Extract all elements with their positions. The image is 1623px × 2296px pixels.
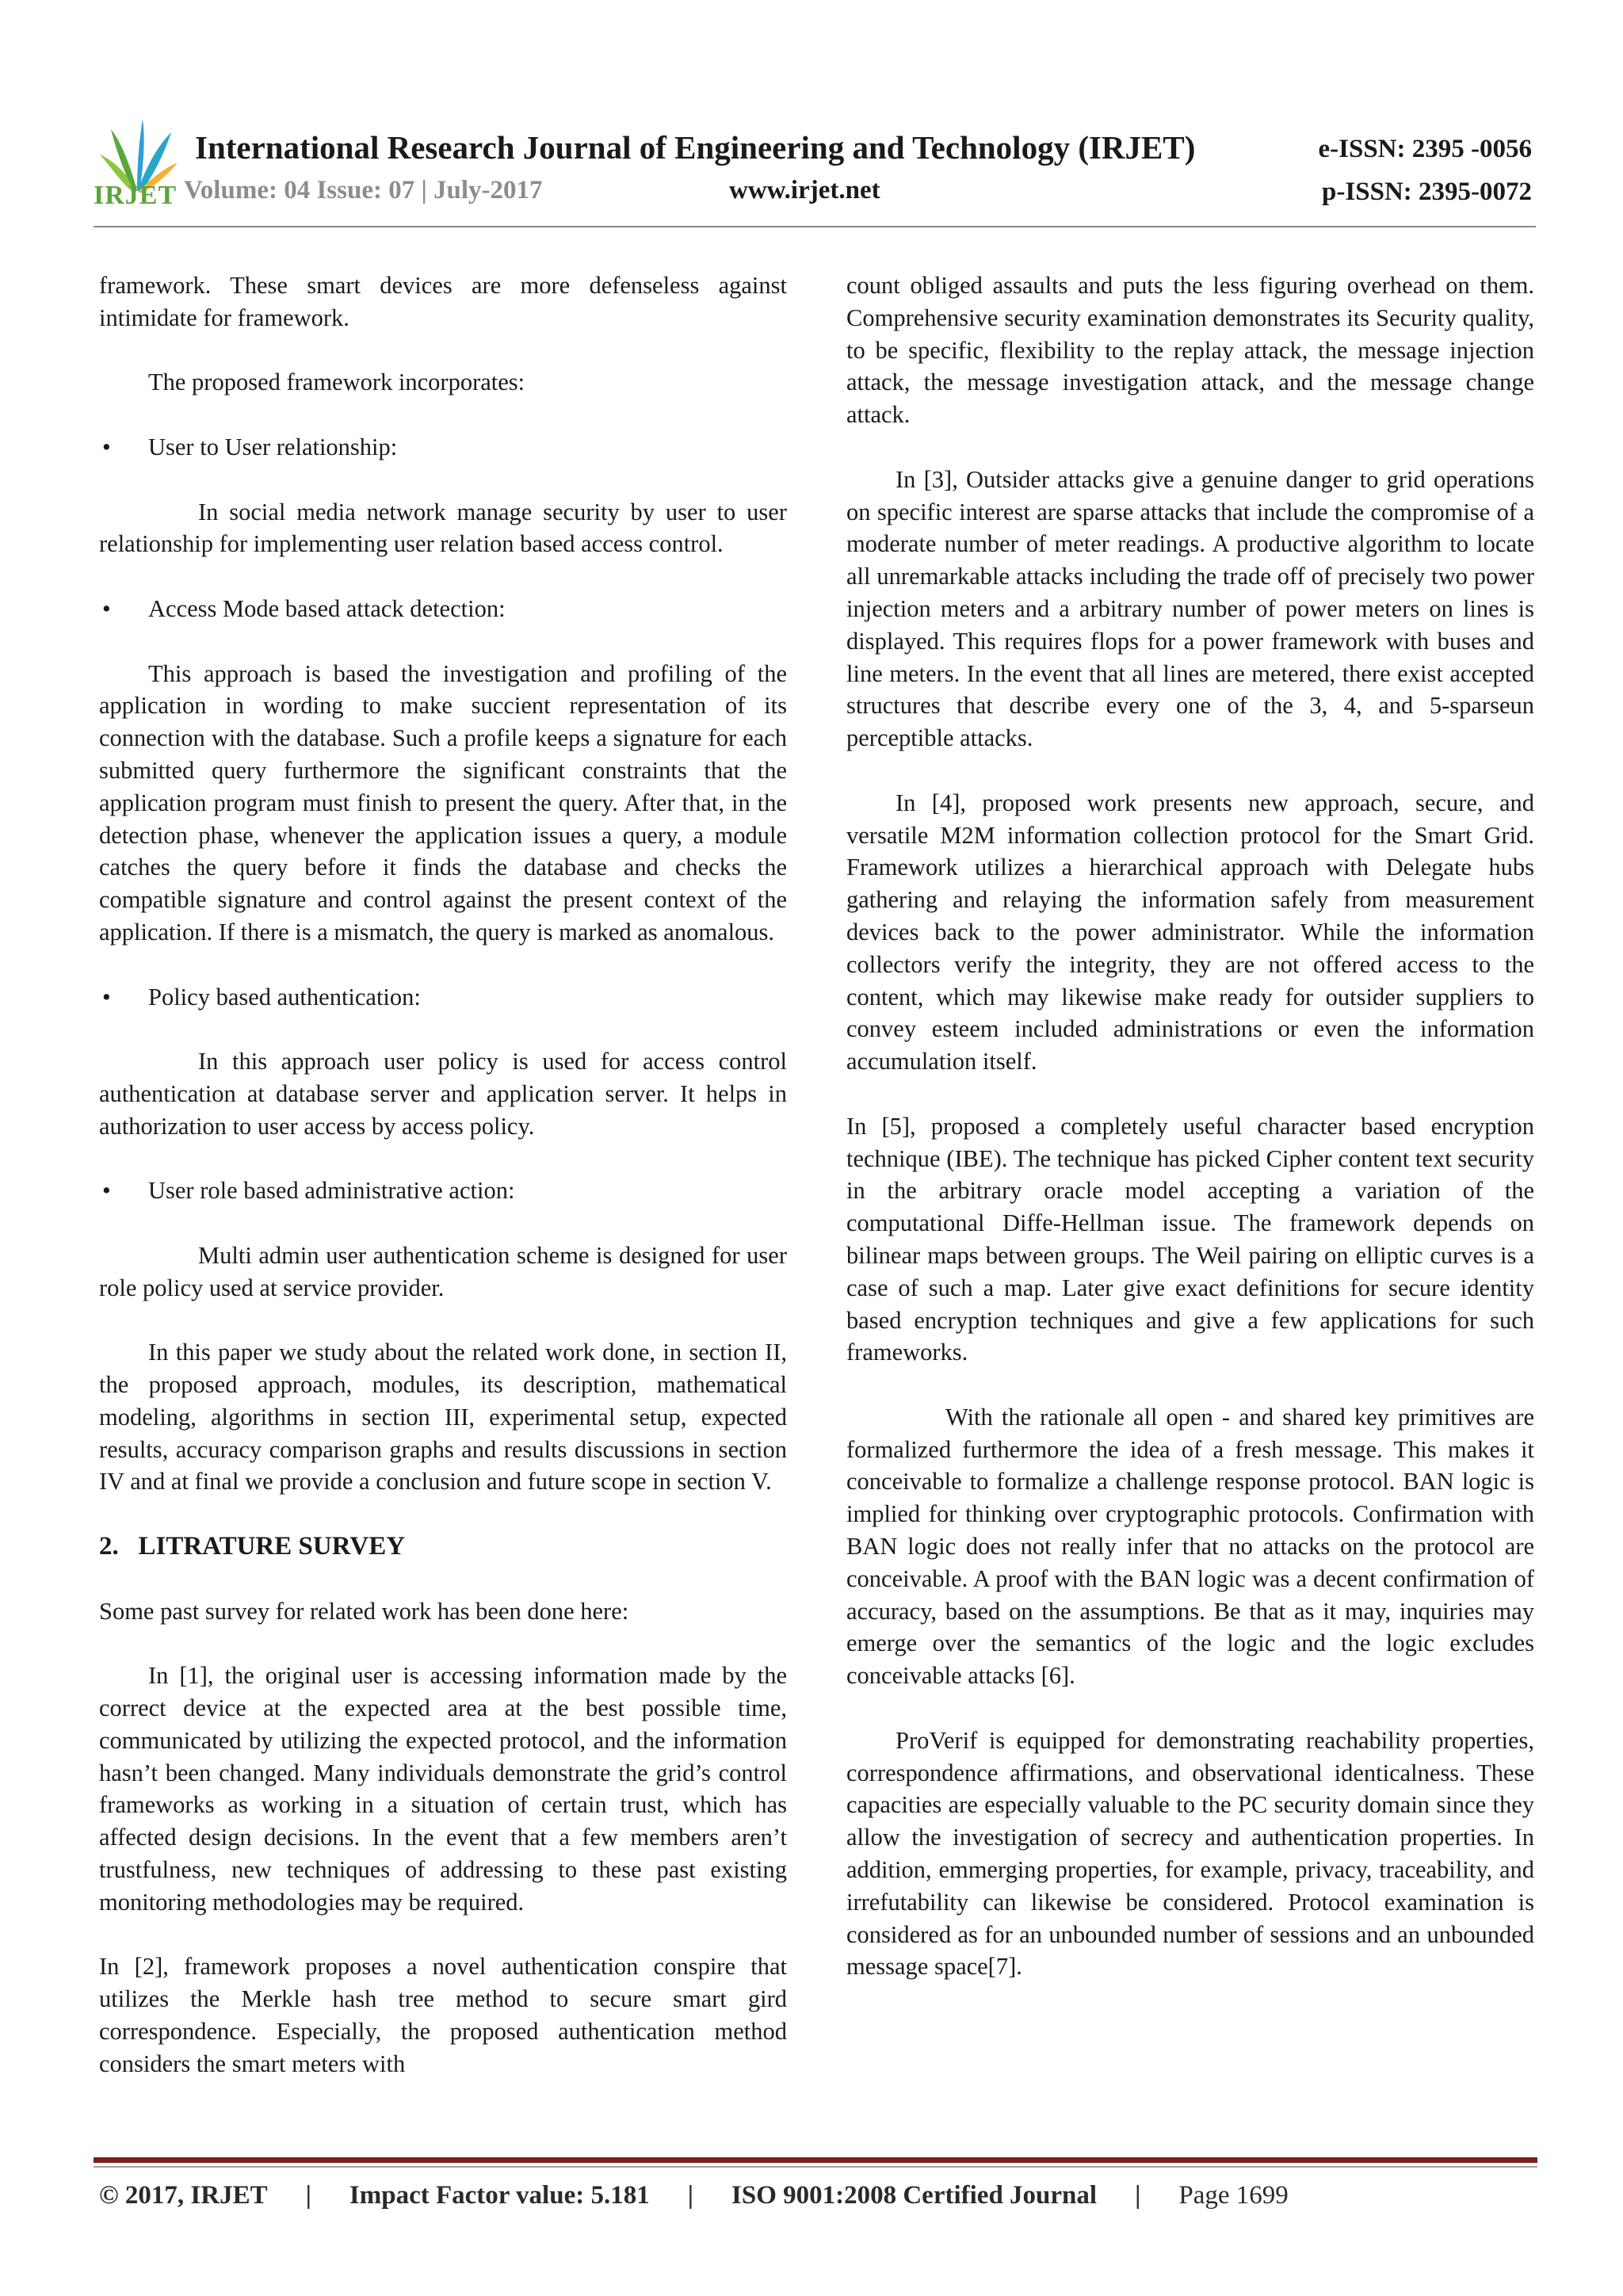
paragraph: With the rationale all open - and shared key primitives are formalized furthermore the idea of a fresh message. This makes it conceivable to formalize a challenge response protocol. BAN logic is implied for thinking over cryptographic protocols. Confirmation with BAN logic does not really infer that no attacks on the protocol are conceivable. A proof with the BAN logic was a decent confirmation of accuracy, based on the assumptions. Be that as it may, inquiries may emerge over the semantics of the logic and the logic excludes conceivable attacks [6].	[846, 1403, 1534, 1690]
bullet-title	[99, 981, 787, 1014]
logo-text: IRJET	[94, 181, 178, 210]
bullet-icon: •	[102, 594, 111, 622]
section-title: LITRATURE SURVEY	[138, 1532, 406, 1561]
paragraph: In [1], the original user is accessing information made by the correct device at the expected area at the best possible time, communicated by utilizing the expected protocol, and the information hasn’t been changed. Many individuals demonstrate the grid’s control frameworks as working in a situation of certain trust, which has affected design decisions. In the event that a few members aren’t trustfulness, new techniques of addressing to these past existing monitoring methodologies may be required.	[99, 1662, 787, 1916]
paragraph: Some past survey for related work has been done here:	[99, 1597, 629, 1625]
bullet-body: This approach is based the investigation and profiling of the application in wording to make succient representation of its connection with the database. Such a profile keeps a signature for each submitted query furthermore the significant constraints that the application program must finish to present the query. After that, in the detection phase, whenever the application issues a query, a module catches the query before it finds the database and checks the compatible signature and control against the present context of the application. If there is a mismatch, the query is marked as anomalous.	[99, 659, 787, 946]
footer-divider	[94, 2157, 1537, 2163]
footer-separator: |	[1135, 2181, 1141, 2210]
bullet-title	[99, 431, 787, 464]
eissn: e-ISSN: 2395 -0056	[1318, 135, 1532, 163]
volume-issue: Volume: 04 Issue: 07 | July-2017	[184, 176, 543, 204]
footer-separator: |	[305, 2181, 311, 2210]
bullet-title	[99, 1175, 787, 1207]
bullet-icon: •	[102, 983, 111, 1010]
paragraph: In [3], Outsider attacks give a genuine danger to grid operations on specific interest are sparse attacks that include the compromise of a moderate number of meter readings. A productive algorithm to locate all unremarkable attacks including the trade off of precisely two power injection meters and a arbitrary number of power meters on lines is displayed. This requires flops for a power framework with buses and line meters. In the event that all lines are metered, there exist accepted structures that describe every one of the 3, 4, and 5-sparseun perceptible attacks.	[846, 465, 1534, 752]
paragraph: In this paper we study about the related work done, in section II, the proposed approach, modules, its description, mathematical modeling, algorithms in section III, experimental setup, expected results, accuracy comparison graphs and results discussions in section IV and at final we provide a conclusion and future scope in section V.	[99, 1339, 787, 1496]
page-number: Page 1699	[1178, 2181, 1289, 2210]
left-column	[99, 269, 787, 2080]
header-divider	[94, 226, 1536, 227]
footer-iso: ISO 9001:2008 Certified Journal	[731, 2181, 1098, 2210]
paragraph: ProVerif is equipped for demonstrating reachability properties, correspondence affirmations, and observational identicalness. These capacities are especially valuable to the PC security domain since they allow the investigation of secrecy and authentication properties. In addition, emmerging properties, for example, privacy, traceability, and irrefutability can likewise be considered. Protocol examination is considered as for an unbounded number of sessions and an unbounded message space[7].	[846, 1726, 1534, 1981]
bullet-title-text: User to User relationship:	[148, 433, 398, 460]
bullet-icon: •	[102, 1177, 111, 1205]
paragraph: count obliged assaults and puts the less figuring overhead on them. Comprehensive security examination demonstrates its Security quality, to be specific, flexibility to the replay attack, the message injection attack, the message investigation attack, and the message change attack.	[846, 272, 1534, 429]
paragraph: The proposed framework incorporates:	[148, 369, 525, 396]
right-column	[846, 269, 1534, 2015]
footer-copyright: © 2017, IRJET	[99, 2181, 268, 2210]
footer-divider-thin	[94, 2166, 1537, 2168]
journal-website: www.irjet.net	[729, 176, 880, 204]
journal-title: International Research Journal of Engineering and Technology (IRJET)	[195, 129, 1196, 166]
paragraph: framework. These smart devices are more defenseless against intimidate for framework.	[99, 272, 787, 331]
section-heading	[99, 1530, 787, 1563]
bullet-body: In social media network manage security by user to user relationship for implementing user relation based access control.	[99, 498, 787, 558]
bullet-title	[99, 593, 787, 625]
bullet-title-text: User role based administrative action:	[148, 1177, 515, 1205]
footer-impact-factor: Impact Factor value: 5.181	[349, 2181, 650, 2210]
bullet-title-text: Policy based authentication:	[148, 983, 421, 1010]
section-number: 2.	[99, 1532, 119, 1561]
pissn: p-ISSN: 2395-0072	[1322, 178, 1532, 206]
paragraph: In [2], framework proposes a novel authentication conspire that utilizes the Merkle hash tree method to secure smart gird correspondence. Especially, the proposed authentication method considers the smart meters with	[99, 1953, 787, 2077]
paragraph: In [5], proposed a completely useful character based encryption technique (IBE). The technique has picked Cipher content text security in the arbitrary oracle model accepting a variation of the computational Diffe-Hellman issue. The framework depends on bilinear maps between groups. The Weil pairing on elliptic curves is a case of such a map. Later give exact definitions for secure identity based encryption techniques and give a few applications for such frameworks.	[846, 1112, 1534, 1366]
page-header	[0, 0, 1623, 238]
bullet-title-text: Access Mode based attack detection:	[148, 594, 506, 622]
page-footer	[99, 2181, 1289, 2210]
bullet-body: Multi admin user authentication scheme is designed for user role policy used at service provider.	[99, 1241, 787, 1301]
bullet-body: In this approach user policy is used for access control authentication at database server and application server. It helps in authorization to user access by access policy.	[99, 1048, 787, 1140]
paragraph: In [4], proposed work presents new approach, secure, and versatile M2M information collection protocol for the Smart Grid. Framework utilizes a hierarchical approach with Delegate hubs gathering and relaying the information safely from measurement devices back to the power administrator. While the information collectors verify the integrity, they are not offered access to the content, which may likewise make ready for outsider suppliers to convey esteem included administrations or even the information accumulation itself.	[846, 789, 1534, 1075]
bullet-icon: •	[102, 433, 111, 460]
footer-separator: |	[687, 2181, 693, 2210]
